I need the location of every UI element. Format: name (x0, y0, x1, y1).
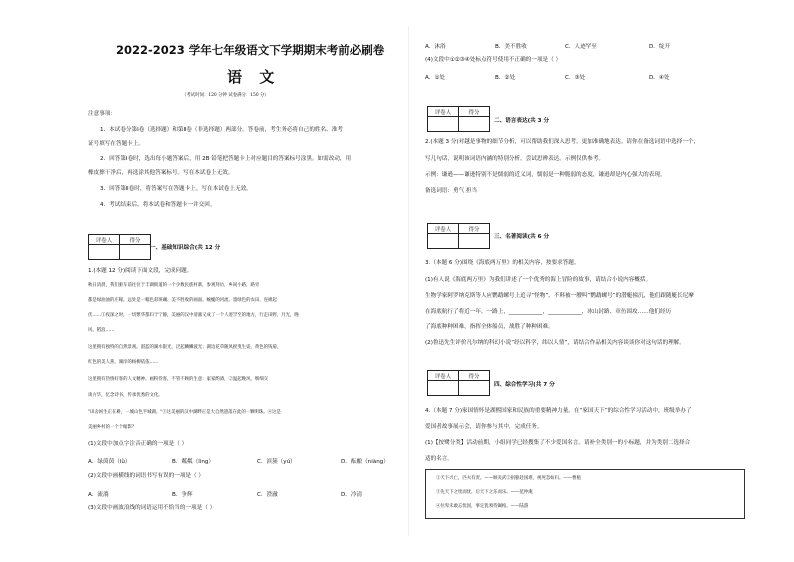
passage-line: 都是绿油油的庄稼。远处是一幅色彩斑斓、美不胜收的画面。蜿蜒的河流、墨绿色的农田、连绵起 (88, 298, 277, 303)
section1-heading: 一、基础知识综合(共 12 分 (150, 245, 221, 251)
passage-line: 谈方毕，忆念诗书，传承优秀的文化。 (88, 393, 163, 398)
option-c[interactable]: C．人迹罕至 (565, 44, 597, 50)
q4-text: 爱国者故事展示会，请你参与其中，完成任务。 (425, 424, 543, 430)
score-label: 得分 (459, 371, 490, 381)
section3-heading: 三、名著阅读(共 6 分 (494, 234, 550, 240)
passage-line: "田舍闲生正在耕，一城山色半城湖。"③这美丽的汉中湖畔正是大自然遗落在此的一颗明珠。④这是 (88, 410, 281, 415)
grader-label: 评卷人 (428, 371, 459, 381)
q4-text: (1)【按鹭分类】活动前期，小组同学已经搜集了不少爱国名言。请补全类别一的小标题，并为类别二选择合 (425, 440, 691, 446)
sub-question-4: (4)文段中①②③④处标点符号使用不正确的一项是（ ） (425, 57, 562, 63)
sub-question-3: (3)文段中画波浪线的词语运用不恰当的一项是（ ） (88, 505, 216, 511)
q3-text: 了海底种种困难，指挥全体船员，战胜了种种困难。 (425, 324, 554, 330)
score-label: 得分 (459, 224, 490, 234)
passage-line: 这里拥有独特的自然景观。湛蓝的湖水银光，泛起鳞鳞波光；湖边花草随风摇曳生姿，黄色的钱菊， (88, 345, 282, 350)
note-line: 4．考试结束后，将本试卷和答题卡一并交回。 (100, 202, 216, 208)
exam-meta: （考试时间：120 分钟 试卷满分：150 分） (182, 93, 269, 98)
option-d[interactable]: D．④处 (649, 75, 670, 81)
quote-line: ③先天下之忧而忧，后天下之乐而乐。——范仲淹 (436, 490, 533, 495)
option-c[interactable]: C．③处 (565, 75, 586, 81)
passage-line: 美丽乡村的一个个缩影？ (88, 425, 137, 430)
option-a[interactable]: A．沐浴 (425, 44, 446, 50)
q3-fill-blank[interactable]: 在海底航行了将近一年。一路上，____________，____________，冰山封路、章鱼围攻……他们经历 (425, 309, 672, 315)
score-label: 得分 (120, 235, 151, 245)
note-line: 3．回答第Ⅱ卷时，将答案写在答题卡上。写在本试卷上无效。 (100, 186, 252, 192)
score-cell[interactable] (459, 117, 490, 132)
option-a[interactable]: A．绿茵茵（lǜ） (88, 459, 131, 465)
grader-cell[interactable] (428, 381, 459, 396)
note-line: 2．回答第Ⅰ卷时，选出每小题答案后，用 2B 铅笔把答题卡上对应题目的答案标号涂黑。如需改动，用 (100, 156, 352, 162)
exam-title: 2022-2023 学年七年级语文下学期期末考前必刷卷 (116, 43, 385, 57)
section2-heading: 二、语言表达(共 3 分 (494, 118, 550, 124)
option-b[interactable]: B．美不胜收 (495, 44, 527, 50)
score-cell[interactable] (120, 245, 151, 260)
q2-text: 2.(本题 3 分)对越是事物的细节分析，可以帮助我们深入思考，更加准确地表达。请你在备选词语中选择一个， (425, 139, 700, 145)
note-line: 证号填写在答题卡上。 (88, 141, 144, 147)
quote-line: ①天下兴亡，匹夫有责。——顾炎武②捐躯赴国难，视死忽如归。——曹植 (436, 476, 581, 481)
score-cell[interactable] (459, 234, 490, 249)
q4-text: 适的名言。 (425, 456, 453, 462)
passage-line: 秋日清晨，我们驱车前往位于丰湖街道的一个少数民族村寨，参观拜访，乡间小路，路旁 (88, 283, 260, 288)
note-line: 1．本试卷分第Ⅰ卷（选择题）和第Ⅱ卷（非选择题）两部分。答卷前，考生务必将自己的姓名、准考 (100, 127, 343, 133)
grader-label: 评卷人 (89, 235, 120, 245)
option-d[interactable]: D．绽开 (649, 44, 671, 50)
q4-text: 4.（本题 7 分)家国情怀是湖熙国家和民族的重要精神力量。在“家国天下”的综合性学习活动中，班级举办了 (425, 408, 692, 414)
notes-heading: 注意事项： (88, 111, 116, 117)
score-box (427, 370, 490, 396)
grader-cell[interactable] (428, 234, 459, 249)
option-b[interactable]: B．②处 (495, 75, 516, 81)
q2-example: 示例：谦逊——谦逊特别不是懦弱的近义词，懦弱是一种脆弱的态度，谦逊却是内心强大的表现。 (425, 172, 666, 178)
grader-cell[interactable] (89, 245, 120, 260)
grader-label: 评卷人 (428, 224, 459, 234)
passage-line: 红色的美人蕉，湖岸的杨柳依依…… (88, 360, 159, 365)
option-b[interactable]: B．争辉 (172, 492, 193, 498)
option-c[interactable]: C．澄澈 (257, 492, 278, 498)
score-box (427, 223, 490, 249)
quotes-box (425, 469, 745, 519)
q2-candidates: 备选词语：勇气 担当 (425, 188, 478, 194)
option-d[interactable]: D．冷清 (341, 492, 363, 498)
option-c[interactable]: C．滨簇（yú） (257, 459, 296, 465)
score-label: 得分 (459, 107, 490, 117)
q3-text: (1)有人说《海底两万里》为我们讲述了一个优秀的海上冒险的故事，请结合小说内容概括。 (425, 277, 652, 283)
q3-text: (2)鲁迅先生评价凡尔纳的科幻小说“经以科学，纬以人情”，请结合作品相关内容谈谈你对这句话的理解。 (425, 340, 685, 346)
option-b[interactable]: B．粼粼（lìng） (172, 459, 215, 465)
sub-question-2: (2)文段中画横线的词语书写有误的一项是（ ） (88, 473, 204, 479)
quote-line: ④位卑未敢忘忧国，事定犹须待阖棺。——陆游 (436, 504, 529, 509)
subject-title: 语 文 (227, 68, 281, 86)
option-a[interactable]: A．①处 (425, 75, 446, 81)
score-cell[interactable] (459, 381, 490, 396)
option-d[interactable]: D．酝酿（niàng） (341, 459, 389, 465)
sub-question-1: (1)文段中加点字注音正确的一项是（ ） (88, 441, 188, 447)
grader-cell[interactable] (428, 117, 459, 132)
grader-label: 评卷人 (428, 107, 459, 117)
q2-text: 写几句话，说明该词语内涵的特别分析，尝试思辨表达。示例仅供参考。 (425, 156, 605, 162)
q1-intro: 1.(本题 12 分)阅读下面文段，完成问题。 (88, 268, 193, 274)
score-box (427, 106, 490, 132)
passage-line: 风、稻浪…… (88, 328, 115, 333)
q3-text: 生物学家阿罗纳克斯等人应鹦鹉螺号上追寻“怪物”，不料被一艘叫“鹦鹉螺号”的潜艇撞沉，他们跟随艇长尼摩 (425, 293, 694, 299)
section4-heading: 四、综合性学习(共 7 分 (494, 382, 555, 388)
score-box (88, 234, 151, 260)
option-a[interactable]: A．流淌 (88, 492, 109, 498)
q3-text: 3.（本题 6 分)围绕《海底两万里》的相关内容，按要求答题。 (425, 260, 580, 266)
passage-line: 伏……①夜深之时，一切繁华都归于宁静，美丽的汉中清澈又成了一个人迹罕至的地方，行走田野，月光，晚 (88, 313, 299, 318)
passage-line: 这里拥有热情好客的人文精神。画粉待客，不管不顾的生意：家家酌酒，②温起晚风，细细交 (88, 377, 269, 382)
note-line: 橡皮擦干净后，再选涂其他答案标号。写在本试卷上无效。 (88, 170, 234, 176)
